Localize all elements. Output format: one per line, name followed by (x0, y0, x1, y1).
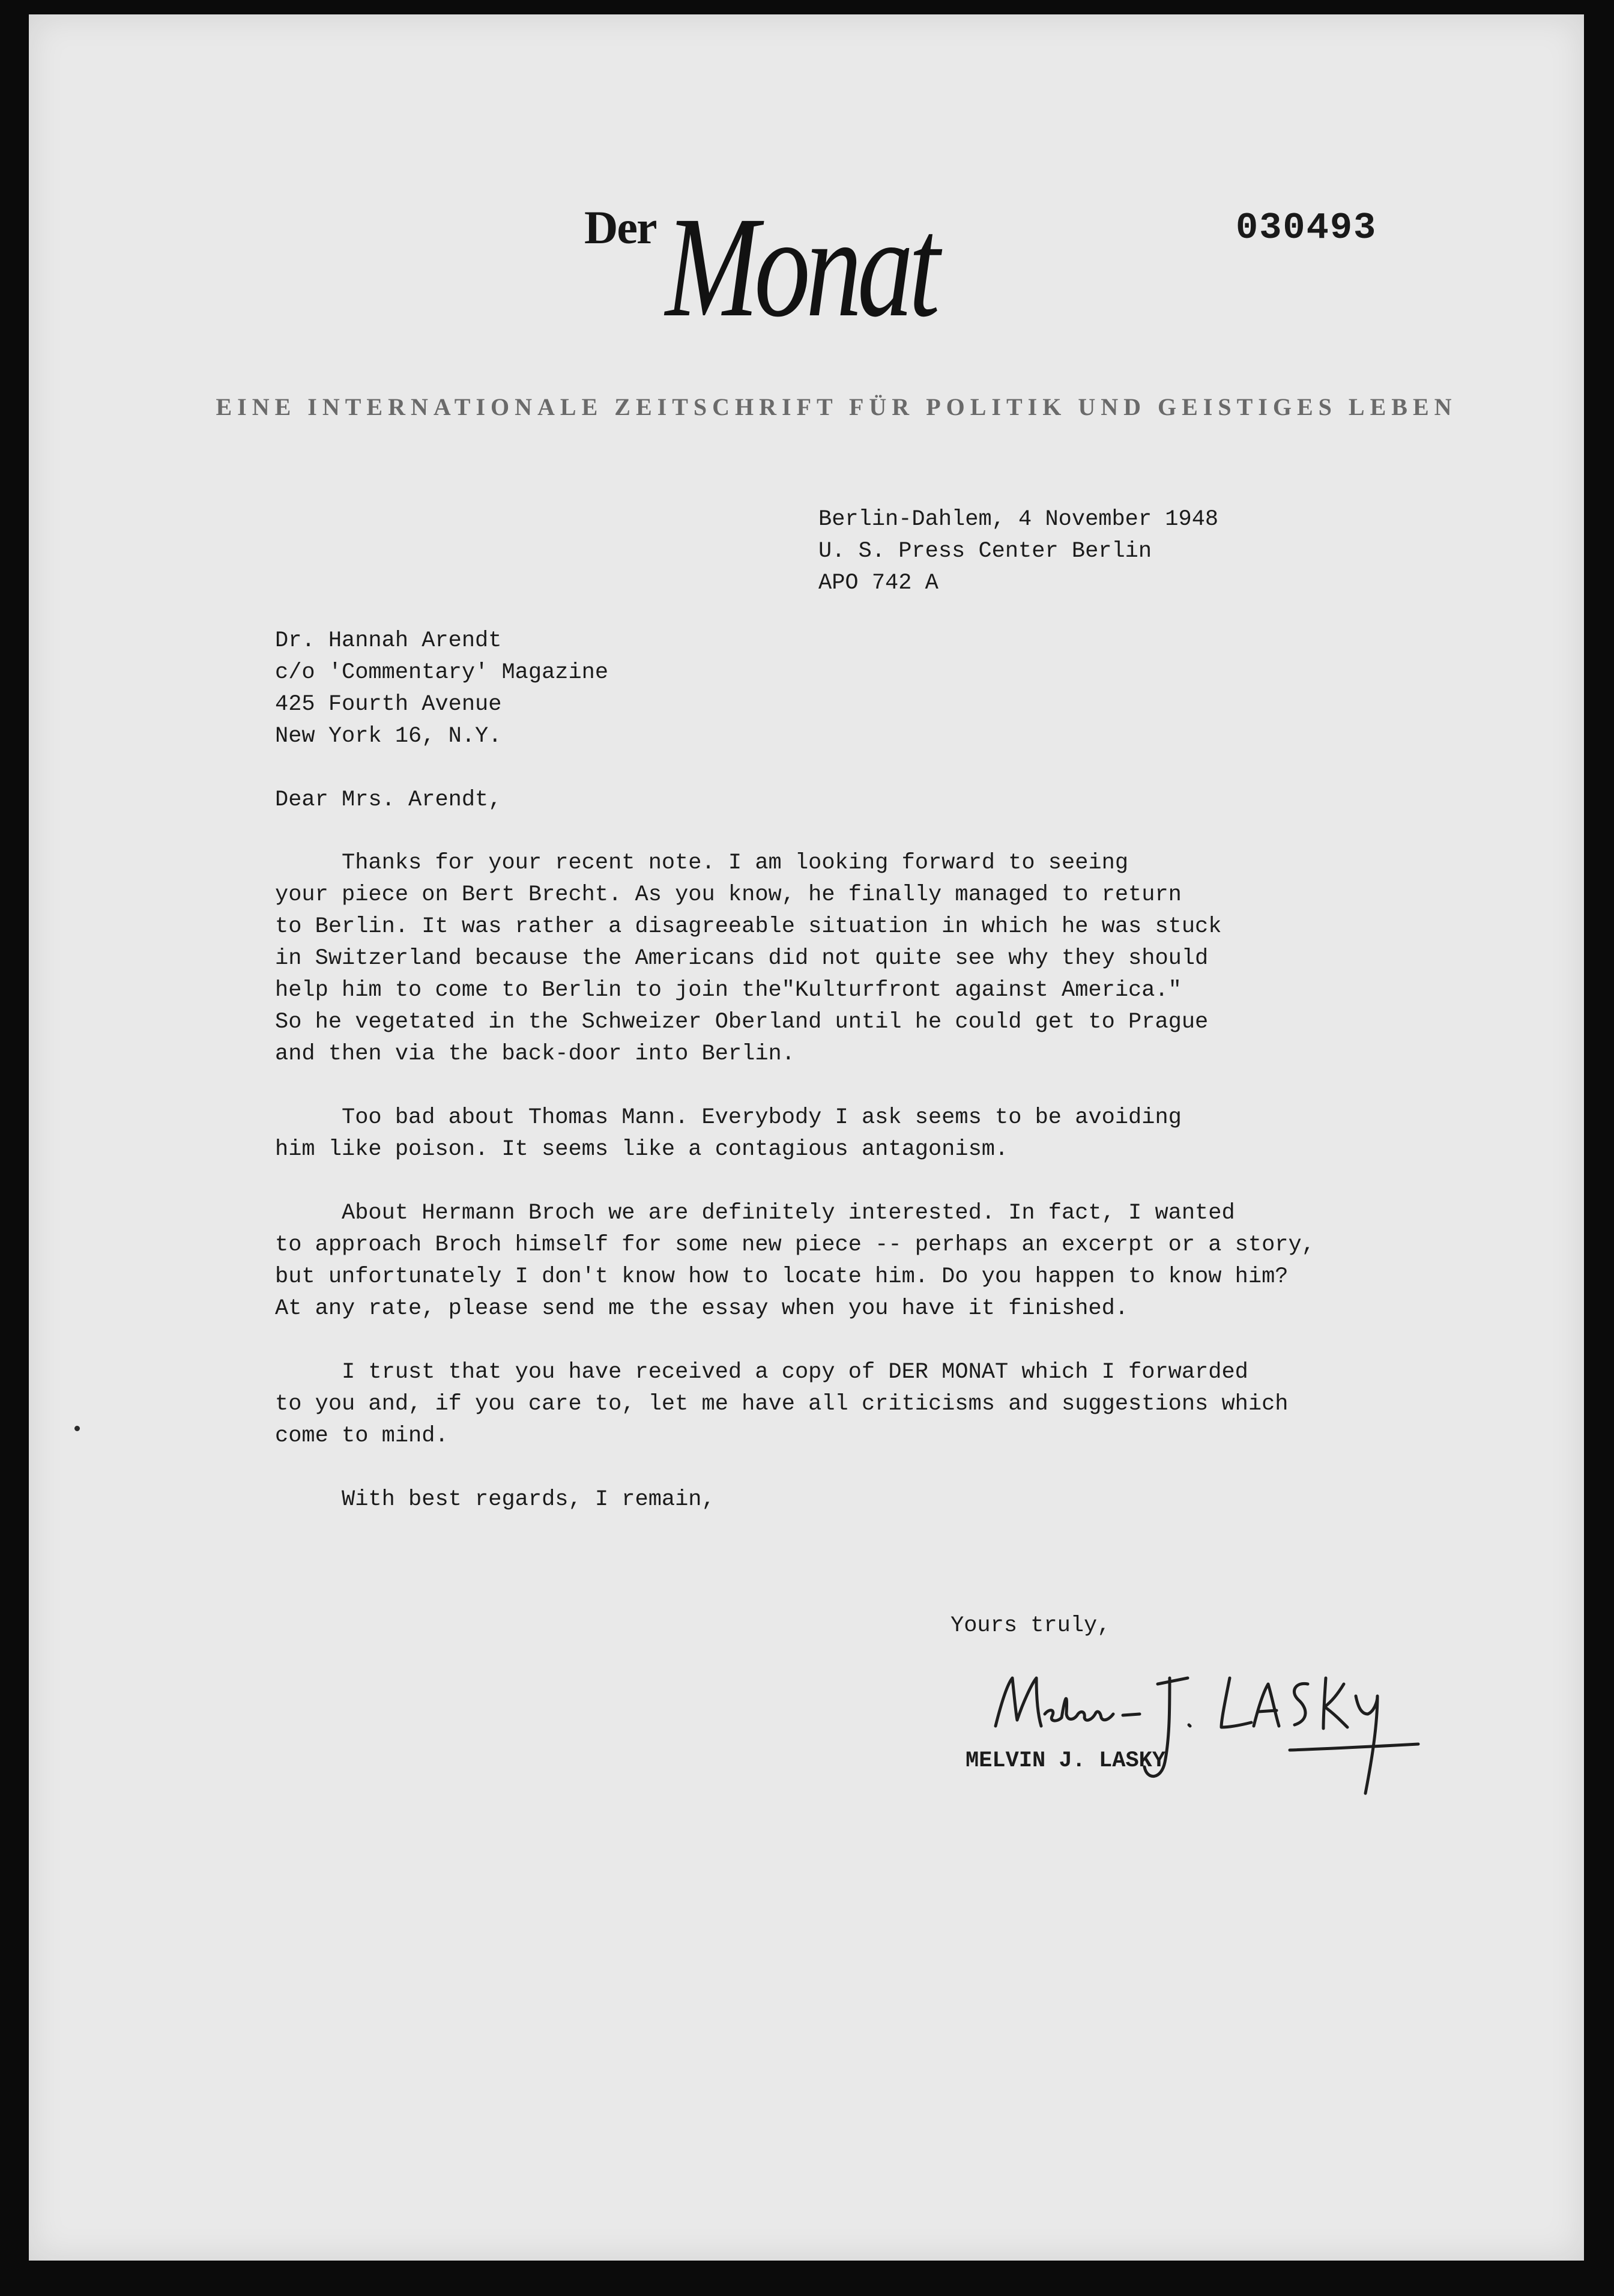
body-line: About Hermann Broch we are definitely interested. In fact, I wanted (275, 1201, 1235, 1226)
body-line: Thanks for your recent note. I am looking forward to seeing (275, 850, 1129, 876)
masthead-monat: Monat (665, 187, 935, 347)
recipient-line-street: 425 Fourth Avenue (275, 692, 502, 717)
body-line: At any rate, please send me the essay when you have it finished. (275, 1296, 1129, 1321)
body-line: in Switzerland because the Americans did not quite see why they should (275, 946, 1209, 971)
body-line: Too bad about Thomas Mann. Everybody I ask seems to be avoiding (275, 1105, 1182, 1130)
handwritten-signature (990, 1660, 1422, 1816)
masthead-der: Der (584, 201, 656, 253)
body-line: With best regards, I remain, (275, 1487, 715, 1512)
body-line: come to mind. (275, 1423, 449, 1449)
letter-page (29, 14, 1584, 2261)
sender-line-date: Berlin-Dahlem, 4 November 1948 (818, 507, 1219, 532)
salutation: Dear Mrs. Arendt, (275, 787, 502, 813)
body-line: So he vegetated in the Schweizer Oberland until he could get to Prague (275, 1010, 1209, 1035)
recipient-line-city: New York 16, N.Y. (275, 724, 502, 749)
body-line: and then via the back-door into Berlin. (275, 1041, 795, 1067)
sender-line-office: U. S. Press Center Berlin (818, 539, 1152, 564)
body-line: to you and, if you care to, let me have all criticisms and suggestions which (275, 1392, 1289, 1417)
letterhead-subtitle: EINE INTERNATIONALE ZEITSCHRIFT FÜR POLITIK UND GEISTIGES LEBEN (216, 393, 1457, 420)
recipient-line-name: Dr. Hannah Arendt (275, 628, 502, 653)
typed-name: MELVIN J. LASKY (966, 1748, 1166, 1773)
body-line: your piece on Bert Brecht. As you know, he finally managed to return (275, 882, 1182, 907)
document-number: 030493 (1236, 207, 1377, 249)
body-line: I trust that you have received a copy of DER MONAT which I forwarded (275, 1360, 1248, 1385)
sender-line-apo: APO 742 A (818, 571, 938, 596)
body-line: but unfortunately I don't know how to locate him. Do you happen to know him? (275, 1264, 1289, 1289)
body-line: to Berlin. It was rather a disagreeable situation in which he was stuck (275, 914, 1222, 939)
recipient-line-care-of: c/o 'Commentary' Magazine (275, 660, 609, 685)
body-line: help him to come to Berlin to join the"Kulturfront against America." (275, 978, 1182, 1003)
scan-speck (74, 1426, 80, 1431)
body-line: to approach Broch himself for some new piece -- perhaps an excerpt or a story, (275, 1232, 1315, 1258)
closing: Yours truly, (951, 1613, 1111, 1638)
body-line: him like poison. It seems like a contagious antagonism. (275, 1137, 1009, 1162)
